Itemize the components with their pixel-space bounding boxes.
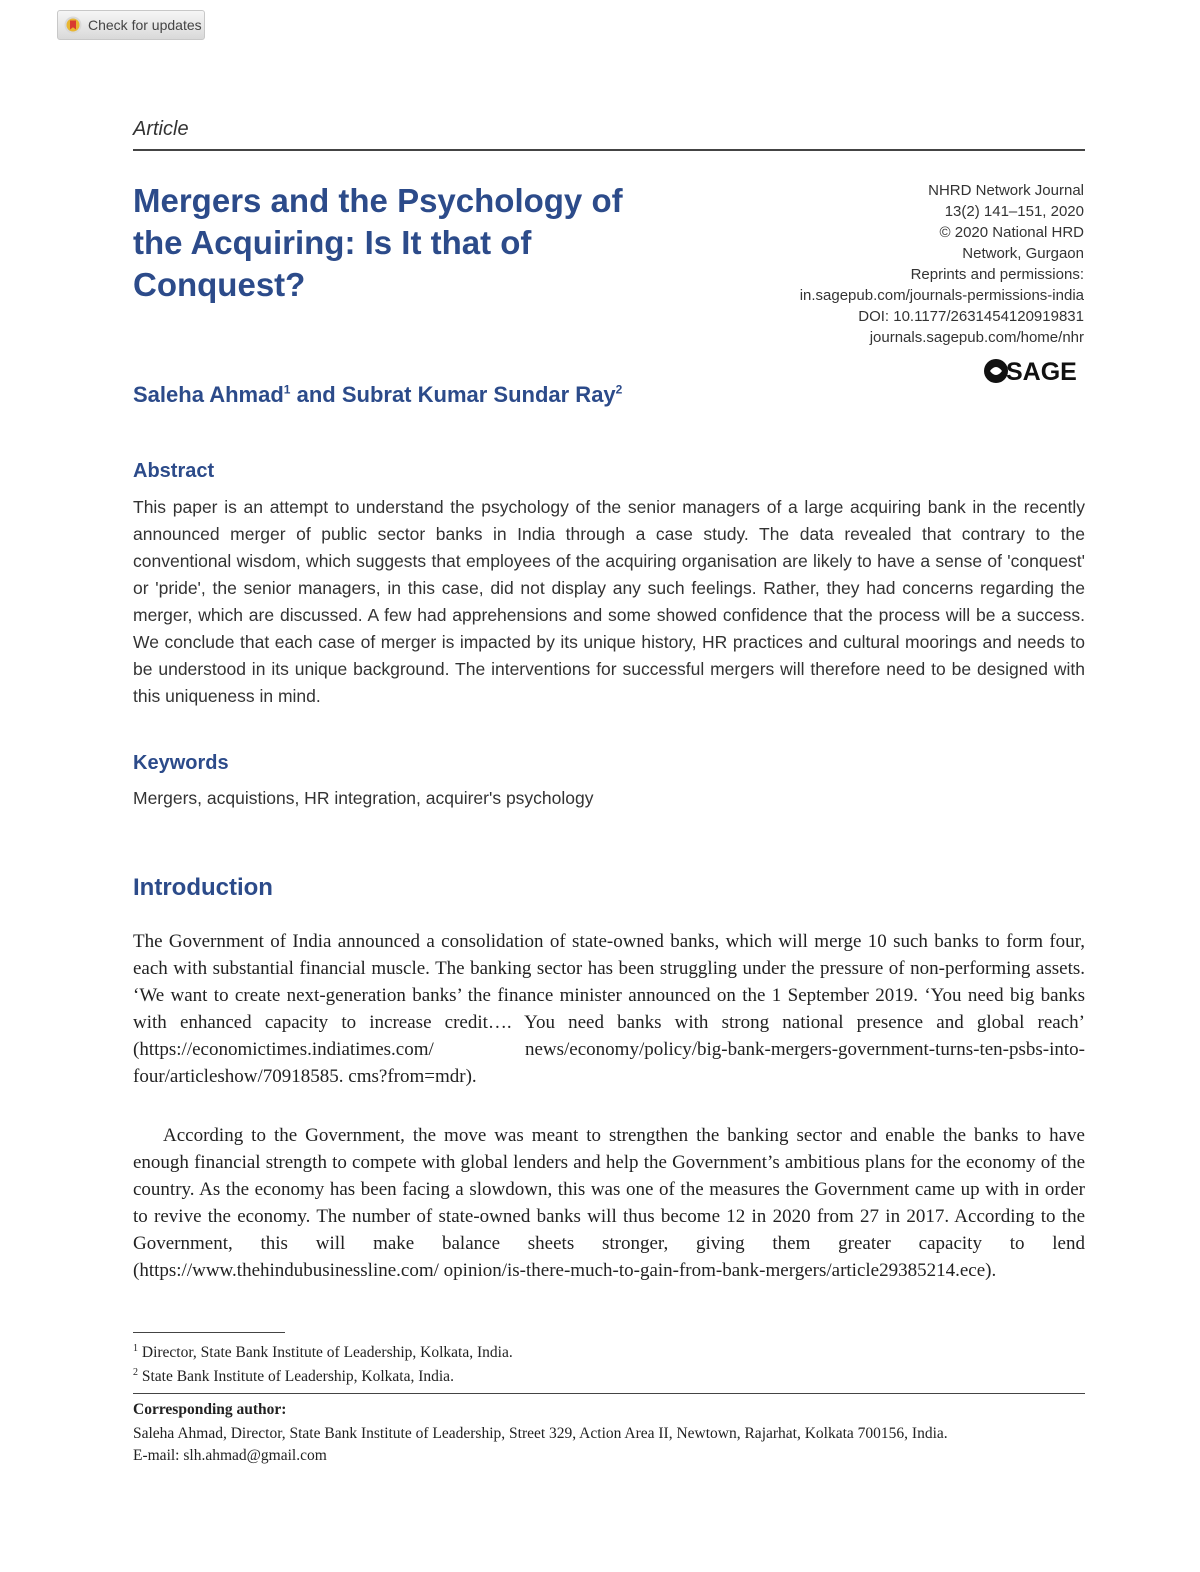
corresponding-author-details bbox=[133, 1423, 1085, 1467]
author-affiliation-marker: 1 bbox=[283, 382, 291, 397]
copyright-line-2: Network, Gurgaon bbox=[962, 245, 1084, 262]
author-name: Subrat Kumar Sundar Ray bbox=[341, 382, 616, 407]
journal-name: NHRD Network Journal bbox=[928, 182, 1084, 199]
corresponding-author-label: Corresponding author: bbox=[133, 1401, 287, 1418]
body-paragraph: The Government of India announced a consolidation of state-owned banks, which will merge 10 such banks to form four, each with substantial financial muscle. The banking sector has been struggling under the pressure of non-performing assets. ‘We want to create next-generation banks’ the finance minister announced on the 1 September 2019. ‘You need big banks with enhanced capacity to increase credit…. You need banks with strong national presence and global reach’ (https://economictimes.indiatimes.com/ news/economy/policy/big-bank-mergers-government-turns-ten-psbs-into-four/articleshow/70918585. cms?from=mdr). bbox=[133, 931, 1085, 1087]
sage-logo-text: SAGE bbox=[1006, 358, 1077, 386]
body-paragraph: According to the Government, the move was meant to strengthen the banking sector and enable the banks to have enough financial strength to compete with global lenders and help the Government’s ambitious plans for the economy of the country. As the economy has been facing a slowdown, this was one of the measures the Government came up with in order to revive the economy. The number of state-owned banks will thus become 12 in 2020 from 27 in 2017. According to the Government, this will make balance sheets stronger, giving them greater capacity to lend (https://www.thehindubusinessline.com/ opinion/is-there-much-to-gain-from-bank-mergers/article29385214.ece). bbox=[133, 1125, 1085, 1281]
abstract-heading: Abstract bbox=[133, 460, 215, 482]
journal-info bbox=[800, 180, 1084, 348]
article-title: Mergers and the Psychology of the Acquiring: Is It that of Conquest? bbox=[133, 182, 623, 303]
sage-logo bbox=[983, 356, 1083, 386]
permissions-link[interactable]: in.sagepub.com/journals-permissions-india bbox=[799, 287, 1084, 304]
footnote-text: State Bank Institute of Leadership, Kolkata, India. bbox=[138, 1368, 454, 1386]
footnote-marker: 2 bbox=[133, 1367, 138, 1378]
badge-label: Check for updates bbox=[88, 17, 202, 33]
header-divider bbox=[133, 149, 1085, 151]
footnote-marker: 1 bbox=[133, 1343, 138, 1354]
keywords-heading: Keywords bbox=[133, 752, 229, 774]
author-connector: and bbox=[290, 382, 342, 407]
doi-link[interactable]: DOI: 10.1177/2631454120919831 bbox=[858, 308, 1084, 325]
footnote-divider bbox=[133, 1332, 285, 1333]
keywords-text: Mergers, acquistions, HR integration, acquirer's psychology bbox=[133, 788, 594, 808]
corresponding-email[interactable]: E-mail: slh.ahmad@gmail.com bbox=[133, 1447, 327, 1464]
reprints-label: Reprints and permissions: bbox=[910, 266, 1084, 283]
journal-homepage-link[interactable]: journals.sagepub.com/home/nhr bbox=[869, 329, 1084, 346]
copyright-line: © 2020 National HRD bbox=[939, 224, 1084, 241]
abstract-text: This paper is an attempt to understand the psychology of the senior managers of a large acquiring bank in the recently announced merger of public sector banks in India through a case study. The data revealed that contrary to the conventional wisdom, which suggests that employees of the acquiring organisation are likely to have a sense of 'conquest' or 'pride', the senior managers, in this case, did not display any such feelings. Rather, they had concerns regarding the merger, which are discussed. A few had apprehensions and some showed confidence that the process will be a success. We conclude that each case of merger is impacted by its unique history, HR practices and cultural moorings and needs to be understood in its unique background. The interventions for successful mergers will therefore need to be designed with this uniqueness in mind. bbox=[133, 497, 1085, 706]
bookmark-icon bbox=[64, 16, 82, 34]
footnote bbox=[133, 1367, 454, 1386]
author-list bbox=[133, 382, 622, 408]
footnote-text: Director, State Bank Institute of Leadership, Kolkata, India. bbox=[138, 1344, 513, 1362]
author-affiliation-marker: 2 bbox=[615, 382, 623, 397]
check-for-updates-badge[interactable] bbox=[57, 10, 205, 40]
introduction-heading: Introduction bbox=[133, 874, 273, 901]
footnote bbox=[133, 1343, 513, 1362]
author-name: Saleha Ahmad bbox=[133, 382, 284, 407]
corresponding-address: Saleha Ahmad, Director, State Bank Institute of Leadership, Street 329, Action Area II, Newtown, Rajarhat, Kolkata 700156, India. bbox=[133, 1425, 948, 1442]
journal-volume: 13(2) 141–151, 2020 bbox=[944, 203, 1084, 220]
article-type-label: Article bbox=[133, 118, 189, 140]
corresponding-divider bbox=[133, 1393, 1085, 1394]
